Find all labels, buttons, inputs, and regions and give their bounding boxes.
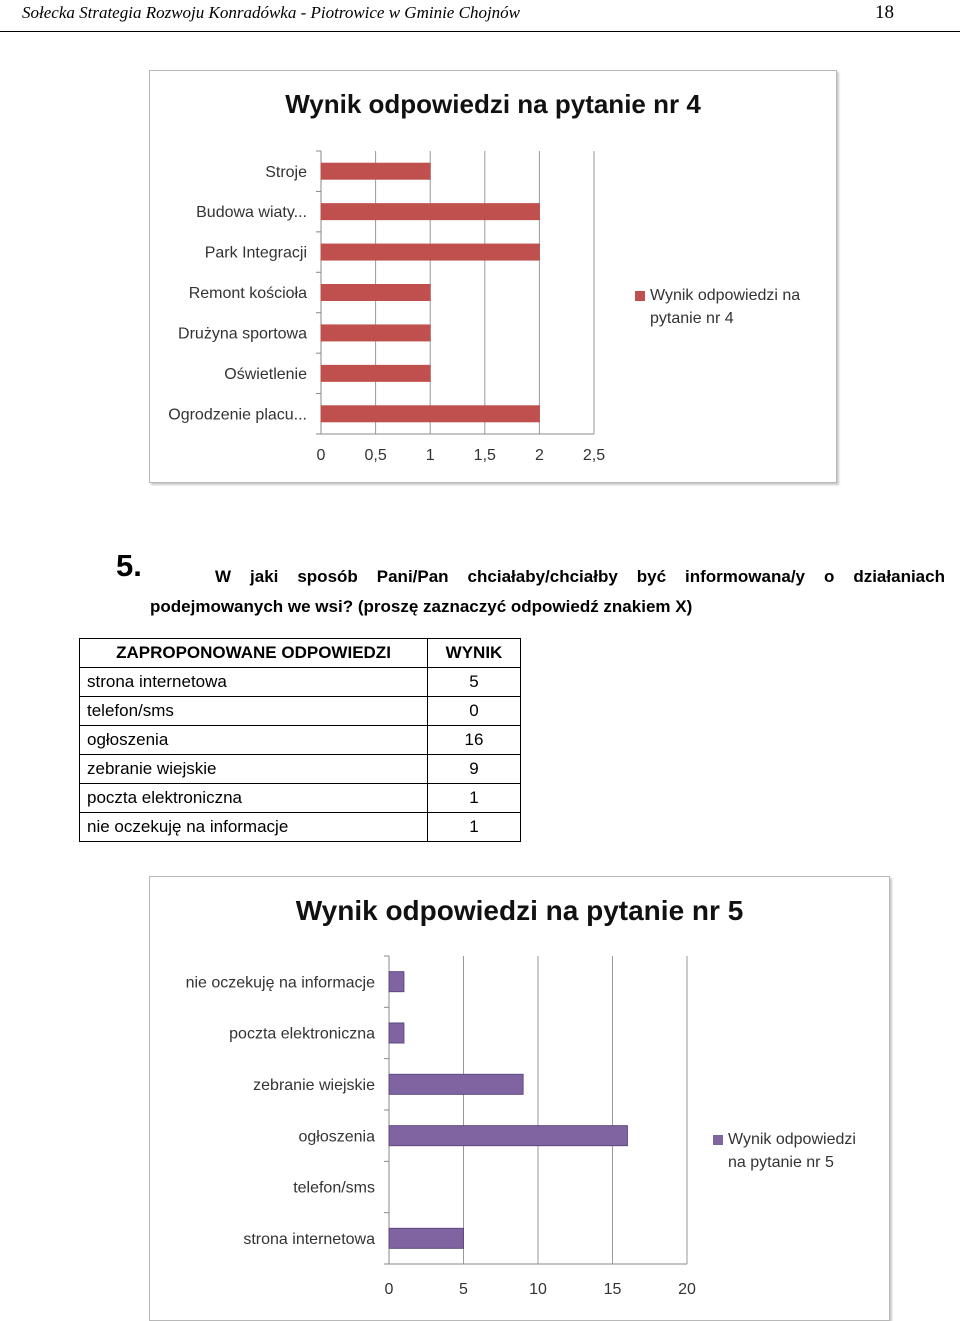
chart-title: Wynik odpowiedzi na pytanie nr 5 [295, 895, 744, 926]
question-word: jaki [250, 567, 279, 586]
question-word: o [823, 567, 835, 586]
category-label: Stroje [265, 163, 307, 181]
chart-title: Wynik odpowiedzi na pytanie nr 4 [285, 89, 701, 119]
question-word: Pani/Pan [376, 567, 449, 586]
chart-question-5 [149, 876, 890, 1321]
row-value: 1 [428, 784, 521, 813]
bar [321, 325, 430, 341]
x-tick-label: 1 [425, 447, 435, 464]
legend-label: Wynik odpowiedzi na [650, 287, 801, 304]
column-header-answers: ZAPROPONOWANE ODPOWIEDZI [80, 639, 428, 668]
bar [389, 1228, 464, 1248]
table-row [80, 697, 521, 726]
x-tick-label: 15 [603, 1281, 622, 1298]
x-tick-label: 10 [529, 1281, 547, 1298]
x-tick-label: 20 [678, 1281, 696, 1298]
question-word: działaniach [853, 567, 945, 586]
bar [321, 244, 539, 260]
table-row [80, 813, 521, 842]
page-header [0, 0, 960, 32]
question-text [150, 562, 945, 622]
x-tick-label: 5 [459, 1281, 468, 1298]
legend-label: Wynik odpowiedzi [728, 1131, 856, 1148]
table-row [80, 668, 521, 697]
row-label: telefon/sms [80, 697, 428, 726]
bar [389, 1074, 523, 1094]
category-label: Oświetlenie [224, 365, 307, 383]
legend-swatch [635, 291, 645, 301]
row-label: zebranie wiejskie [80, 755, 428, 784]
legend-label: na pytanie nr 5 [728, 1154, 834, 1171]
category-label: nie oczekuję na informacje [185, 974, 375, 992]
category-label: strona internetowa [243, 1230, 375, 1248]
x-tick-label: 2 [534, 447, 544, 464]
x-tick-label: 2,5 [582, 447, 606, 464]
row-label: strona internetowa [80, 668, 428, 697]
row-value: 0 [428, 697, 521, 726]
bar [389, 1023, 404, 1043]
bar [321, 406, 539, 422]
chart-plot [150, 71, 836, 482]
chart-question-4 [149, 70, 837, 483]
x-tick-label: 0,5 [364, 447, 387, 464]
bar [389, 972, 404, 992]
legend-label: pytanie nr 4 [650, 310, 734, 327]
x-tick-label: 1,5 [473, 447, 496, 464]
table-row [80, 755, 521, 784]
category-label: Remont kościoła [188, 285, 307, 303]
category-label: Budowa wiaty... [196, 204, 307, 222]
question-word: chciałaby/chciałby [467, 567, 618, 586]
chart-plot [150, 877, 889, 1320]
results-table [79, 638, 521, 842]
bar [321, 285, 430, 301]
x-tick-label: 0 [316, 447, 326, 464]
category-label: Park Integracji [204, 244, 307, 262]
row-label: poczta elektroniczna [80, 784, 428, 813]
category-label: poczta elektroniczna [229, 1025, 375, 1043]
document-title: Sołecka Strategia Rozwoju Konradówka - Piotrowice w Gminie Chojnów [22, 3, 521, 22]
table-header-row [80, 639, 521, 668]
category-label: zebranie wiejskie [253, 1076, 375, 1094]
bar [389, 1126, 627, 1146]
question-word: informowana/y [685, 567, 805, 586]
question-word: sposób [297, 567, 358, 586]
question-word: być [636, 567, 667, 586]
row-value: 1 [428, 813, 521, 842]
question-word: W [215, 567, 232, 586]
question-line-2: podejmowanych we wsi? (proszę zaznaczyć odpowiedź znakiem X) [150, 597, 693, 616]
legend-swatch [713, 1135, 723, 1145]
bar [321, 163, 430, 179]
x-tick-label: 0 [384, 1281, 394, 1298]
question-line-1 [150, 562, 945, 592]
column-header-result: WYNIK [428, 639, 521, 668]
category-label: Drużyna sportowa [178, 325, 307, 343]
row-value: 9 [428, 755, 521, 784]
category-label: ogłoszenia [298, 1128, 375, 1146]
page-number: 18 [875, 2, 894, 23]
table-row [80, 784, 521, 813]
bar [321, 365, 430, 381]
row-value: 5 [428, 668, 521, 697]
category-label: telefon/sms [293, 1179, 375, 1197]
category-label: Ogrodzenie placu... [168, 406, 307, 424]
row-label: nie oczekuję na informacje [80, 813, 428, 842]
table-row [80, 726, 521, 755]
question-number: 5. [116, 548, 142, 583]
row-value: 16 [428, 726, 521, 755]
bar [321, 204, 539, 220]
row-label: ogłoszenia [80, 726, 428, 755]
